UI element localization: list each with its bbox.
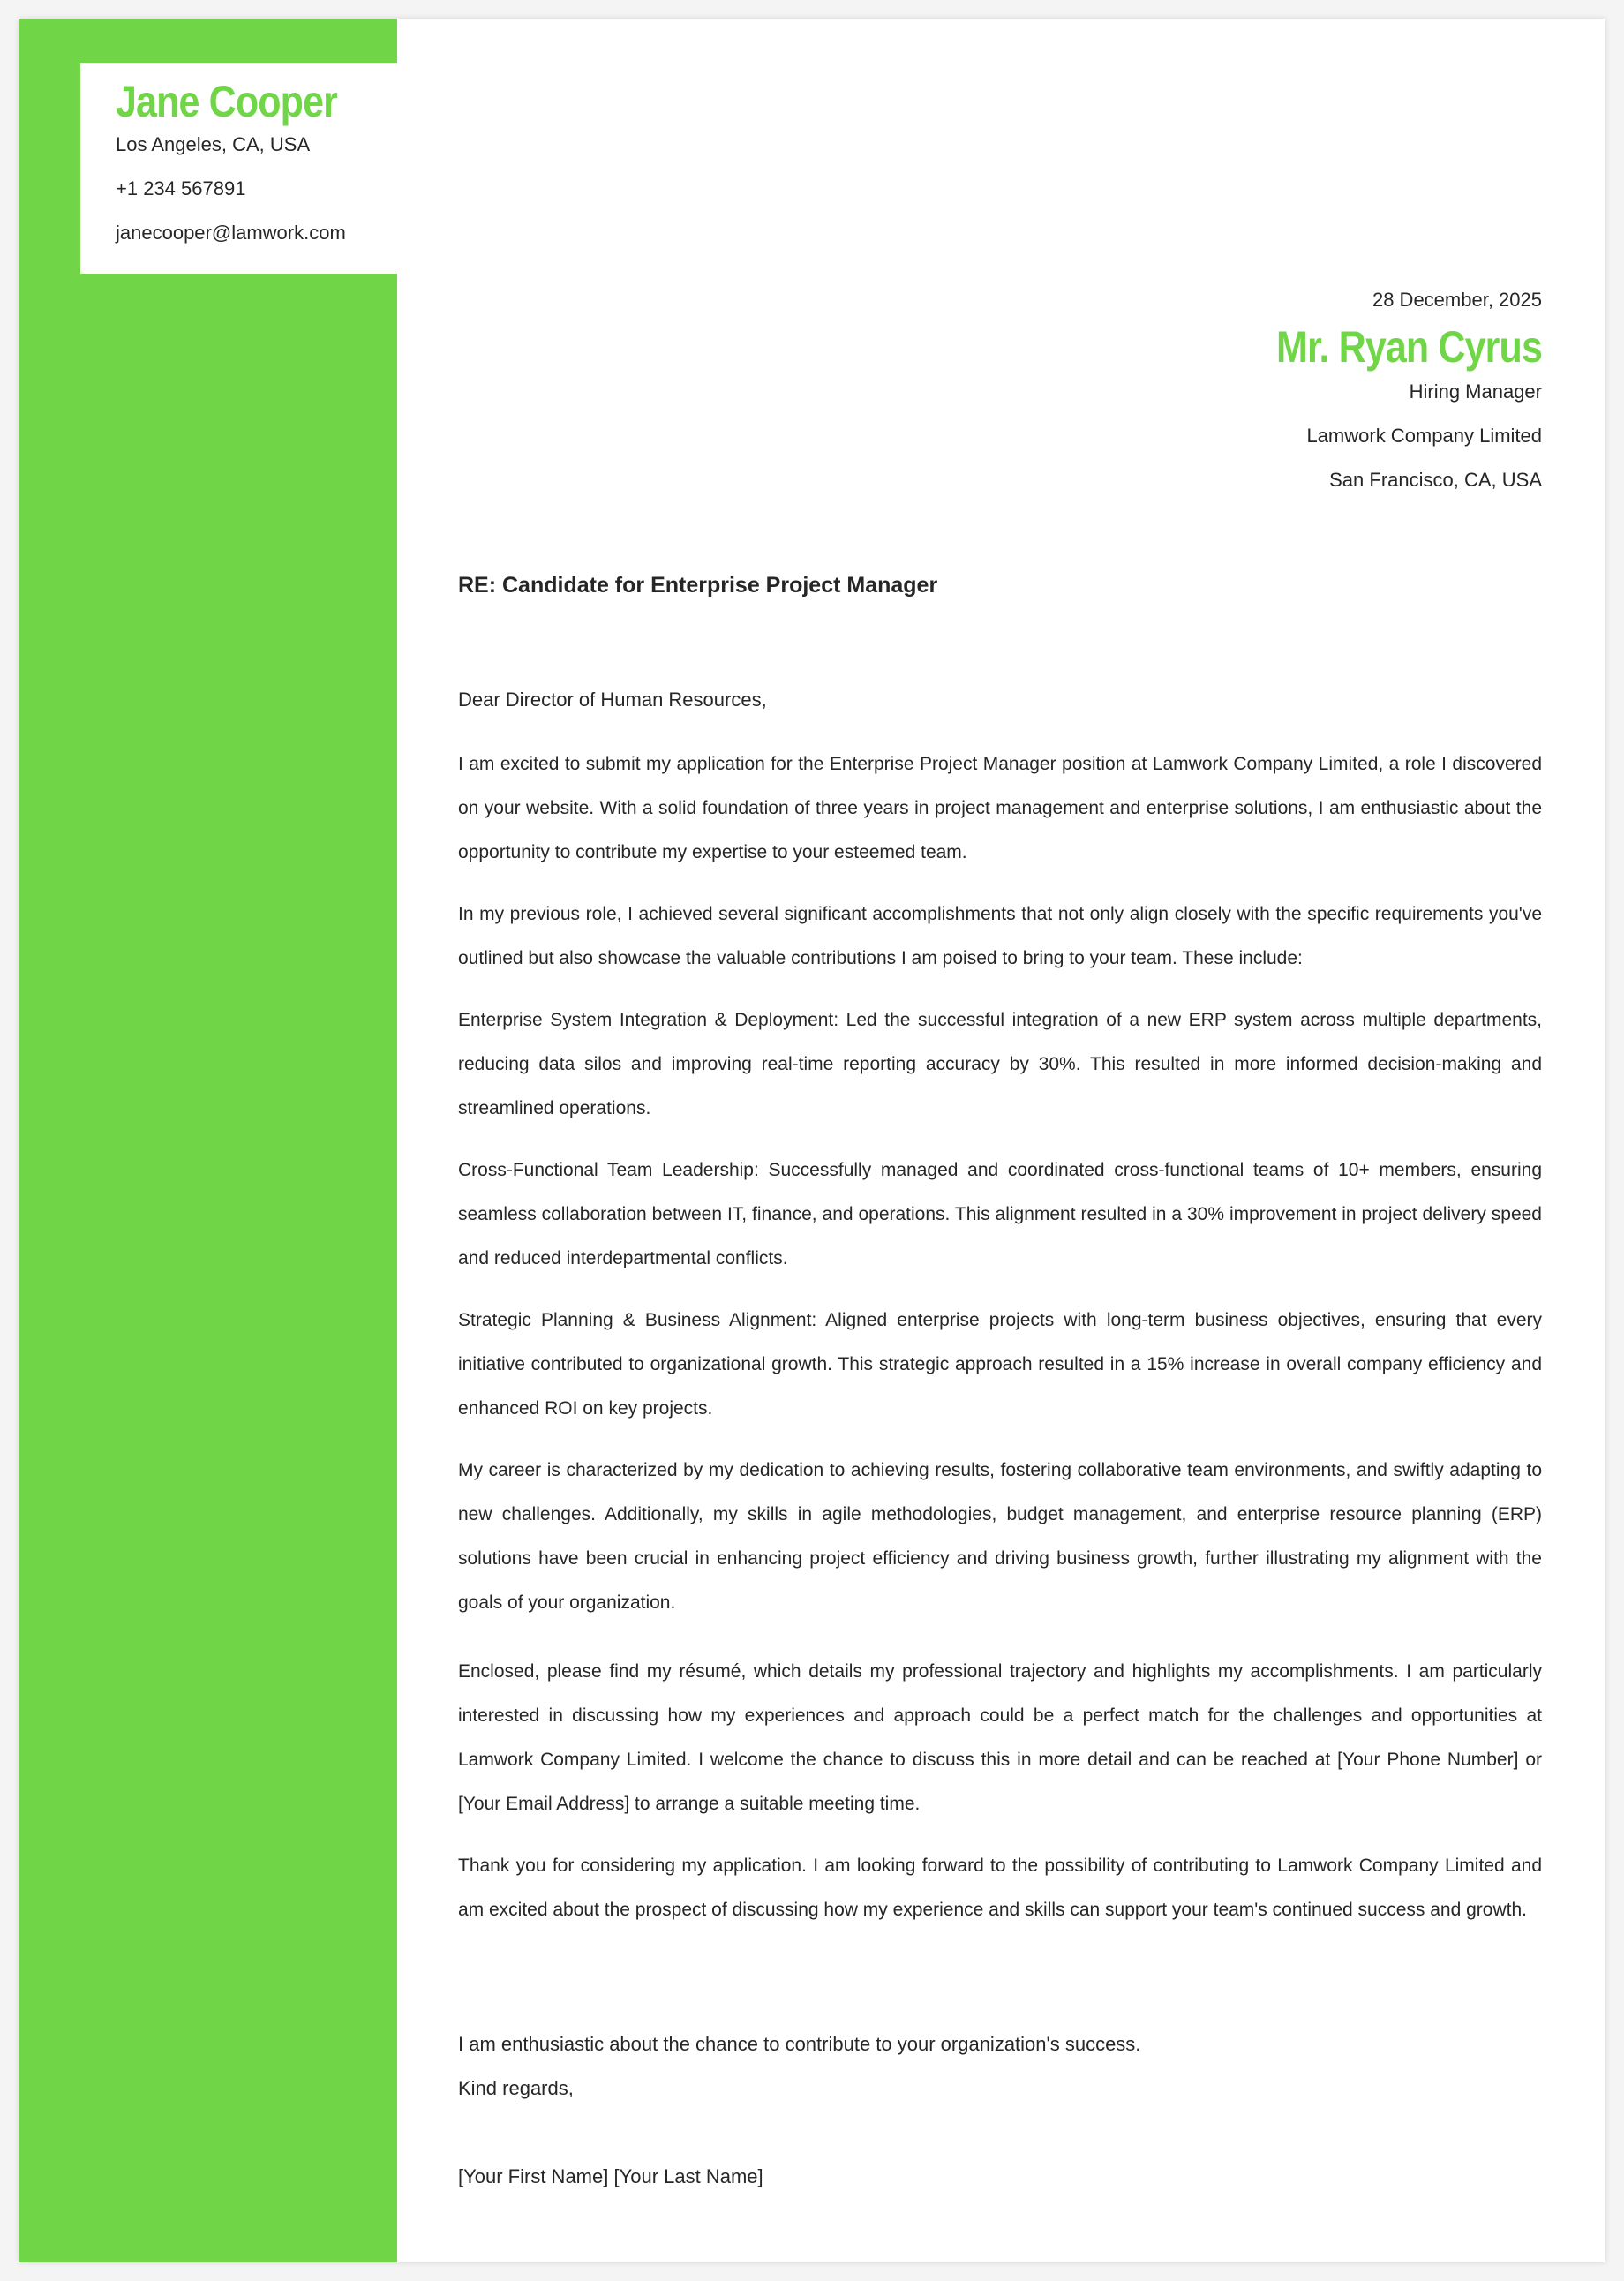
letter-date: 28 December, 2025	[1372, 289, 1542, 311]
recipient-location: San Francisco, CA, USA	[1329, 469, 1542, 491]
letter-closing	[458, 2022, 1140, 2111]
letter-greeting: Dear Director of Human Resources,	[458, 689, 767, 711]
signature-name: [Your First Name] [Your Last Name]	[458, 2165, 763, 2187]
recipient-title: Hiring Manager	[1409, 380, 1542, 403]
sender-phone: +1 234 567891	[116, 177, 246, 199]
body-paragraph: Strategic Planning & Business Alignment: Aligned enterprise projects with long-term business objectives, ensuring that every initiative contributed to organizational growth. This strategic approach resulted in a 15% increase in overall company efficiency and enhanced ROI on key projects.	[458, 1310, 1542, 1419]
sender-contact-card	[80, 63, 397, 274]
sidebar-accent-panel	[19, 19, 397, 2262]
body-paragraph: Enclosed, please find my résumé, which details my professional trajectory and highlights my accomplishments. I am particularly interested in discussing how my experiences and approach could be a perfect match for the challenges and opportunities at Lamwork Company Limited. I welcome the chance to discuss this in more detail and can be reached at [Your Phone Number] or [Your Email Address] to arrange a suitable meeting time.	[458, 1661, 1542, 1814]
sender-location: Los Angeles, CA, USA	[116, 133, 311, 155]
letter-page	[19, 19, 1605, 2262]
recipient-block	[924, 278, 1542, 502]
letter-subject: RE: Candidate for Enterprise Project Manager	[458, 573, 938, 598]
sender-name: Jane Cooper	[116, 77, 337, 126]
sender-email: janecooper@lamwork.com	[116, 222, 346, 244]
recipient-company: Lamwork Company Limited	[1306, 425, 1542, 447]
recipient-name: Mr. Ryan Cyrus	[1275, 322, 1542, 372]
body-paragraph: Thank you for considering my application. I am looking forward to the possibility of contributing to Lamwork Company Limited and am excited about the prospect of discussing how my experience and skills can support your team's continued success and growth.	[458, 1856, 1542, 1920]
body-paragraph: Enterprise System Integration & Deployment: Led the successful integration of a new ERP system across multiple departments, reducing data silos and improving real-time reporting accuracy by 30%. This resulted in more informed decision-making and streamlined operations.	[458, 1010, 1542, 1118]
body-paragraph: My career is characterized by my dedication to achieving results, fostering collaborative team environments, and swiftly adapting to new challenges. Additionally, my skills in agile methodologies, budget management, and enterprise resource planning (ERP) solutions have been crucial in enhancing project efficiency and driving business growth, further illustrating my alignment with the goals of your organization.	[458, 1460, 1542, 1613]
letter-body	[458, 742, 1542, 1950]
closing-sign-off: Kind regards,	[458, 2077, 574, 2099]
closing-line: I am enthusiastic about the chance to contribute to your organization's success.	[458, 2033, 1141, 2055]
body-paragraph: In my previous role, I achieved several significant accomplishments that not only align closely with the specific requirements you've outlined but also showcase the valuable contributions I am poised to bring to your team. These include:	[458, 904, 1542, 968]
body-paragraph: Cross-Functional Team Leadership: Successfully managed and coordinated cross-functional teams of 10+ members, ensuring seamless collaboration between IT, finance, and operations. This alignment resulted in a 30% improvement in project delivery speed and reduced interdepartmental conflicts.	[458, 1160, 1542, 1268]
body-paragraph: I am excited to submit my application for the Enterprise Project Manager position at Lamwork Company Limited, a role I discovered on your website. With a solid foundation of three years in project management and enterprise solutions, I am enthusiastic about the opportunity to contribute my expertise to your esteemed team.	[458, 754, 1542, 862]
